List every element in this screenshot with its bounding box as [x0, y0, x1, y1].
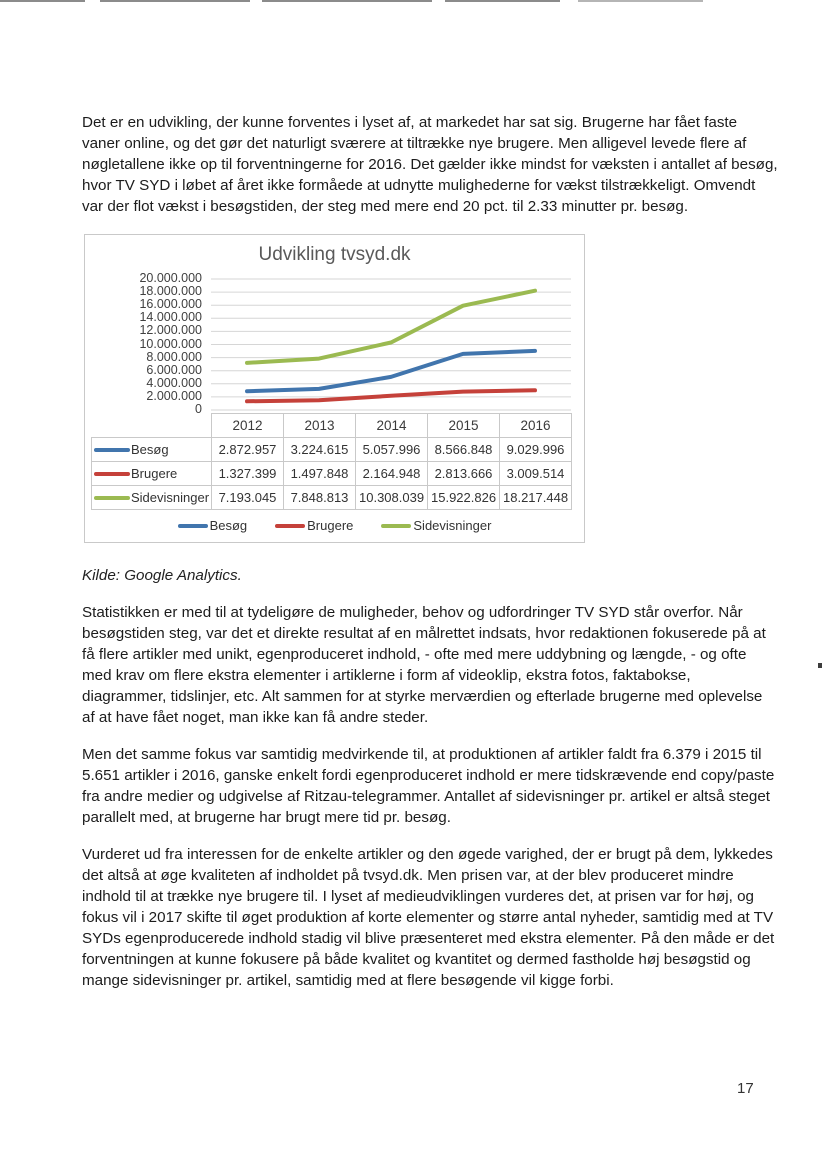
value-cell: 7.848.813 — [284, 486, 356, 510]
legend-item — [275, 518, 353, 533]
y-axis-tick: 10.000.000 — [139, 336, 202, 351]
table-row — [92, 462, 572, 486]
value-cell: 1.327.399 — [212, 462, 284, 486]
y-axis-tick: 2.000.000 — [146, 388, 202, 403]
document-body — [82, 112, 779, 1007]
page-number: 17 — [737, 1080, 754, 1097]
legend-item — [178, 518, 248, 533]
series-swatch-icon — [94, 448, 130, 452]
table-blank-cell — [92, 414, 212, 438]
legend-swatch-icon — [178, 524, 208, 528]
value-cell: 3.009.514 — [500, 462, 572, 486]
legend-swatch-icon — [275, 524, 305, 528]
value-cell: 9.029.996 — [500, 438, 572, 462]
paragraph-statistics: Statistikken er med til at tydeligøre de muligheder, behov og udfordringer TV SYD står overfor. Når besøgstiden steg, var det et direkte resultat af en målrettet indsats, hvor redaktionen fokuserede på at få flere artikler med unikt, egenproduceret indhold, - ofte med mere uddybning og længde, - og ofte med krav om flere ekstra elementer i artiklerne i form af videoklip, ekstra fotos, faktabokse, diagrammer, tidslinjer, etc. Alt sammen for at styrke merværdien og efterlade brugerne med oplevelse af at have fået noget, man ikke kan få andre steder. — [82, 604, 766, 726]
y-axis-tick: 4.000.000 — [146, 375, 202, 390]
scan-artifact — [0, 0, 85, 2]
year-header-cell: 2014 — [356, 414, 428, 438]
y-axis-tick: 0 — [195, 402, 202, 416]
scan-artifact — [100, 0, 250, 2]
series-name-cell — [92, 462, 212, 486]
scan-artifact — [262, 0, 432, 2]
chart-data-table — [91, 413, 572, 510]
legend-item — [381, 518, 491, 533]
value-cell: 8.566.848 — [428, 438, 500, 462]
legend-label: Brugere — [307, 518, 354, 533]
year-header-cell: 2015 — [428, 414, 500, 438]
value-cell: 3.224.615 — [284, 438, 356, 462]
chart-legend — [85, 510, 584, 542]
line-chart-svg — [211, 273, 571, 413]
y-axis-tick: 8.000.000 — [146, 349, 202, 364]
scan-artifact-dot — [818, 663, 822, 668]
y-axis-tick: 20.000.000 — [139, 271, 202, 285]
series-name-label: Sidevisninger — [131, 490, 210, 505]
y-axis-tick: 6.000.000 — [146, 362, 202, 377]
scan-artifact — [445, 0, 560, 2]
y-axis-tick: 14.000.000 — [139, 310, 202, 325]
value-cell: 2.813.666 — [428, 462, 500, 486]
chart-figure — [84, 234, 585, 543]
paragraph-outlook: Vurderet ud fra interessen for de enkelte artikler og den øgede varighed, der er brugt på dem, lykkedes det altså at øge kvaliteten af indholdet på tvsyd.dk. Men prisen var, at der blev produceret mindre indhold til at trække nye brugere til. I lyset af medieudviklingen vurderes det, at prisen var for høj, og fokus vil i 2017 skifte til øget produktion af korte elementer og større antal nyheder, samtidig med at TV SYDs egenproducerede indhold stadig vil blive præsenteret med ekstra elementer. På den måde er det forventningen at kunne fokusere på både kvalitet og kvantitet og dermed fastholde høj besøgstid og mange sidevisninger pr. artikel, samtidig med at flere besøgende vil kigge forbi. — [82, 846, 775, 989]
y-axis-tick: 18.000.000 — [139, 284, 202, 299]
series-name-cell — [92, 438, 212, 462]
y-axis-tick: 16.000.000 — [139, 297, 202, 312]
value-cell: 15.922.826 — [428, 486, 500, 510]
source-caption: Kilde: Google Analytics. — [82, 567, 242, 584]
series-name-label: Besøg — [131, 442, 169, 457]
value-cell: 2.872.957 — [212, 438, 284, 462]
series-line-brugere — [247, 390, 535, 401]
year-header-cell: 2016 — [500, 414, 572, 438]
legend-label: Sidevisninger — [413, 518, 492, 533]
table-header-row — [92, 414, 572, 438]
paragraph-production: Men det samme fokus var samtidig medvirkende til, at produktionen af artikler faldt fra 6.379 i 2015 til 5.651 artikler i 2016, ganske enkelt fordi egenproduceret indhold er mere tidskrævende end copy/paste fra andre medier og udgivelse af Ritzau-telegrammer. Antallet af sidevisninger pr. artikel er altså steget parallelt med, at brugerne har brugt mere tid pr. besøg. — [82, 746, 775, 826]
value-cell: 1.497.848 — [284, 462, 356, 486]
series-name-label: Brugere — [131, 466, 178, 481]
scan-artifact — [578, 0, 703, 2]
value-cell: 5.057.996 — [356, 438, 428, 462]
value-cell: 2.164.948 — [356, 462, 428, 486]
legend-label: Besøg — [209, 518, 248, 533]
table-row — [92, 486, 572, 510]
value-cell: 10.308.039 — [356, 486, 428, 510]
year-header-cell: 2013 — [284, 414, 356, 438]
year-header-cell: 2012 — [212, 414, 284, 438]
chart-plot-area — [85, 271, 584, 416]
table-row — [92, 438, 572, 462]
y-axis-tick: 12.000.000 — [139, 323, 202, 338]
legend-swatch-icon — [381, 524, 411, 528]
series-name-cell — [92, 486, 212, 510]
value-cell: 18.217.448 — [500, 486, 572, 510]
chart-title: Udvikling tvsyd.dk — [258, 244, 411, 265]
series-swatch-icon — [94, 496, 130, 500]
series-swatch-icon — [94, 472, 130, 476]
paragraph-intro: Det er en udvikling, der kunne forventes i lyset af, at markedet har sat sig. Brugerne har fået faste vaner online, og det gør det naturligt sværere at tiltrække nye brugere. Men alligevel levede flere af nøgletallene ikke op til forventningerne for 2016. Det gælder ikke mindst for væksten i antallet af besøg, hvor TV SYD i løbet af året ikke formåede at udnytte mulighederne for vækst tilstrækkeligt. Omvendt var der flot vækst i besøgstiden, der steg med mere end 20 pct. til 2.33 minutter pr. besøg. — [82, 114, 778, 215]
value-cell: 7.193.045 — [212, 486, 284, 510]
y-axis-labels — [85, 271, 211, 416]
